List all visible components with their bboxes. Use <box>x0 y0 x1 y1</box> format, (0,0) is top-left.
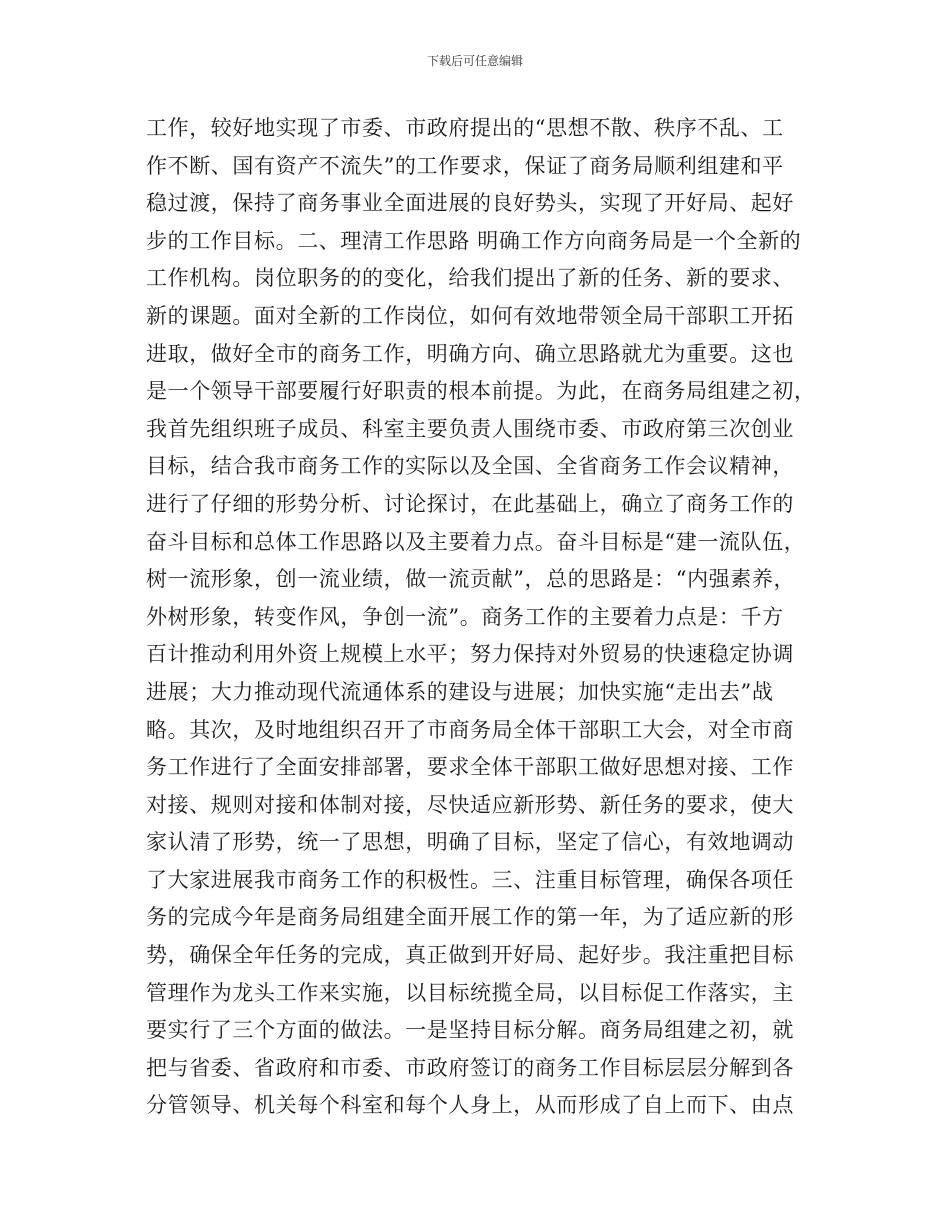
text-line: 务的完成今年是商务局组建全面开展工作的第一年，为了适应新的形 <box>146 905 794 930</box>
text-line: 工作，较好地实现了市委、市政府提出的“思想不散、秩序不乱、工 <box>146 116 784 140</box>
text-line: 要实行了三个方面的做法。一是坚持目标分解。商务局组建之初，就 <box>146 1018 794 1043</box>
text-line: 百计推动利用外资上规模上水平；努力保持对外贸易的快速稳定协调 <box>146 642 794 667</box>
text-line: 工作机构。岗位职务的的变化，给我们提出了新的任务、新的要求、 <box>146 266 794 291</box>
text-line: 家认清了形势，统一了思想，明确了目标，坚定了信心，有效地调动 <box>146 830 794 855</box>
text-line: 把与省委、省政府和市委、市政府签订的商务工作目标层层分解到各 <box>146 1055 794 1080</box>
text-line: 分管领导、机关每个科室和每个人身上，从而形成了自上而下、由点 <box>146 1093 794 1118</box>
document-body <box>146 110 816 1125</box>
text-line: 作不断、国有资产不流失”的工作要求，保证了商务局顺利组建和平 <box>146 153 784 178</box>
text-line: 步的工作目标。二、理清工作思路 明确工作方向商务局是一个全新的 <box>146 228 802 253</box>
text-line: 略。其次，及时地组织召开了市商务局全体干部职工大会，对全市商 <box>146 717 794 742</box>
text-line: 目标，结合我市商务工作的实际以及全国、全省商务工作会议精神， <box>146 454 794 479</box>
text-line: 我首先组织班子成员、科室主要负责人围绕市委、市政府第三次创业 <box>146 416 794 441</box>
text-line: 是一个领导干部要履行好职责的根本前提。为此，在商务局组建之初， <box>146 379 816 404</box>
text-line: 新的课题。面对全新的工作岗位，如何有效地带领全局干部职工开拓 <box>146 303 794 328</box>
text-line: 进展；大力推动现代流通体系的建设与进展；加快实施“走出去”战 <box>146 679 774 704</box>
text-line: 管理作为龙头工作来实施，以目标统揽全局，以目标促工作落实，主 <box>146 980 794 1005</box>
text-line: 外树形象，转变作风，争创一流”。商务工作的主要着力点是：千方 <box>146 604 784 629</box>
text-line: 树一流形象，创一流业绩，做一流贡献”，总的思路是：“内强素养， <box>146 567 796 592</box>
text-line: 奋斗目标和总体工作思路以及主要着力点。奋斗目标是“建一流队伍， <box>146 529 806 554</box>
page-header-note: 下载后可任意编辑 <box>426 54 523 68</box>
text-line: 了大家进展我市商务工作的积极性。三、注重目标管理，确保各项任 <box>146 867 794 892</box>
text-line: 稳过渡，保持了商务事业全面进展的良好势头，实现了开好局、起好 <box>146 191 794 216</box>
text-line: 进取，做好全市的商务工作，明确方向、确立思路就尤为重要。这也 <box>146 341 794 366</box>
text-line: 对接、规则对接和体制对接，尽快适应新形势、新任务的要求，使大 <box>146 792 794 817</box>
text-line: 务工作进行了全面安排部署，要求全体干部职工做好思想对接、工作 <box>146 755 794 780</box>
text-line: 势，确保全年任务的完成，真正做到开好局、起好步。我注重把目标 <box>146 943 794 968</box>
text-line: 进行了仔细的形势分析、讨论探讨，在此基础上，确立了商务工作的 <box>146 491 794 516</box>
